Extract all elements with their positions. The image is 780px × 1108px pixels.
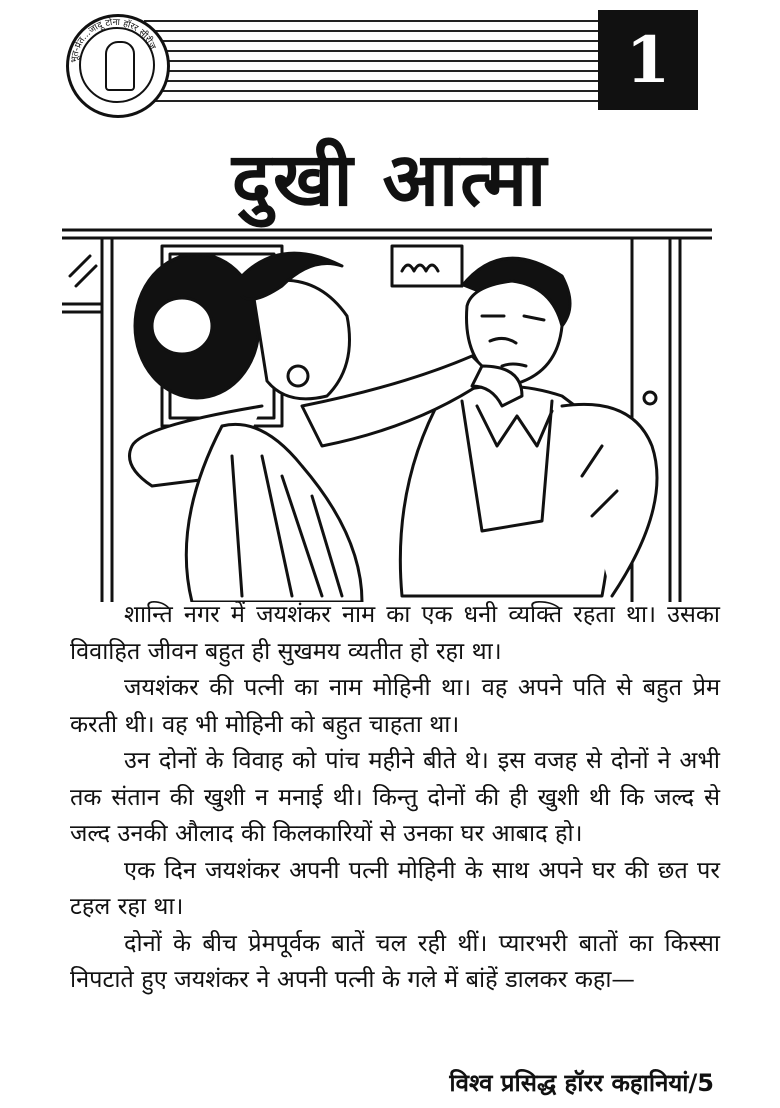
paragraph: उन दोनों के विवाह को पांच महीने बीते थे। इस वजह से दोनों ने अभी तक संतान की खुशी न मनाई थी। किन्तु दोनों की ही खुशी थी कि जल्द से जल्द उनकी औलाद की किलकारियों से उनका घर आबाद हो। xyxy=(70,746,720,847)
man-figure xyxy=(400,258,657,596)
paragraph: शान्ति नगर में जयशंकर नाम का एक धनी व्यक्ति रहता था। उसका विवाहित जीवन बहुत ही सुखमय व्यतीत हो रहा था। xyxy=(70,600,720,665)
paragraph: दोनों के बीच प्रेमपूर्वक बातें चल रही थीं। प्यारभरी बातों का किस्सा निपटाते हुए जयशंकर ने अपनी पत्नी के गले में बांहें डालकर कहा— xyxy=(70,928,720,993)
chapter-number-box xyxy=(598,10,698,110)
svg-text:भूत-प्रेत...जादू टोना हॉरर सीर xyxy=(70,16,157,63)
page-footer: विश्व प्रसिद्ध हॉरर कहानियां/5 xyxy=(449,1069,714,1097)
paragraph: जयशंकर की पत्नी का नाम मोहिनी था। वह अपने पति से बहुत प्रेम करती थी। वह भी मोहिनी को बहुत चाहता था। xyxy=(70,673,720,738)
seal-text: भूत-प्रेत...जादू टोना हॉरर सीरीज़ xyxy=(69,17,158,64)
chapter-number: 1 xyxy=(625,22,671,98)
chapter-header xyxy=(64,10,698,110)
couple-embracing-illustration xyxy=(62,216,712,602)
seal-text-ring xyxy=(66,14,164,112)
story-title: दुखी आत्मा xyxy=(231,137,549,223)
series-seal xyxy=(66,14,170,118)
header-rule-lines xyxy=(144,12,664,108)
paragraph: एक दिन जयशंकर अपनी पत्नी मोहिनी के साथ अपने घर की छत पर टहल रहा था। xyxy=(70,855,720,920)
story-text xyxy=(70,596,720,998)
